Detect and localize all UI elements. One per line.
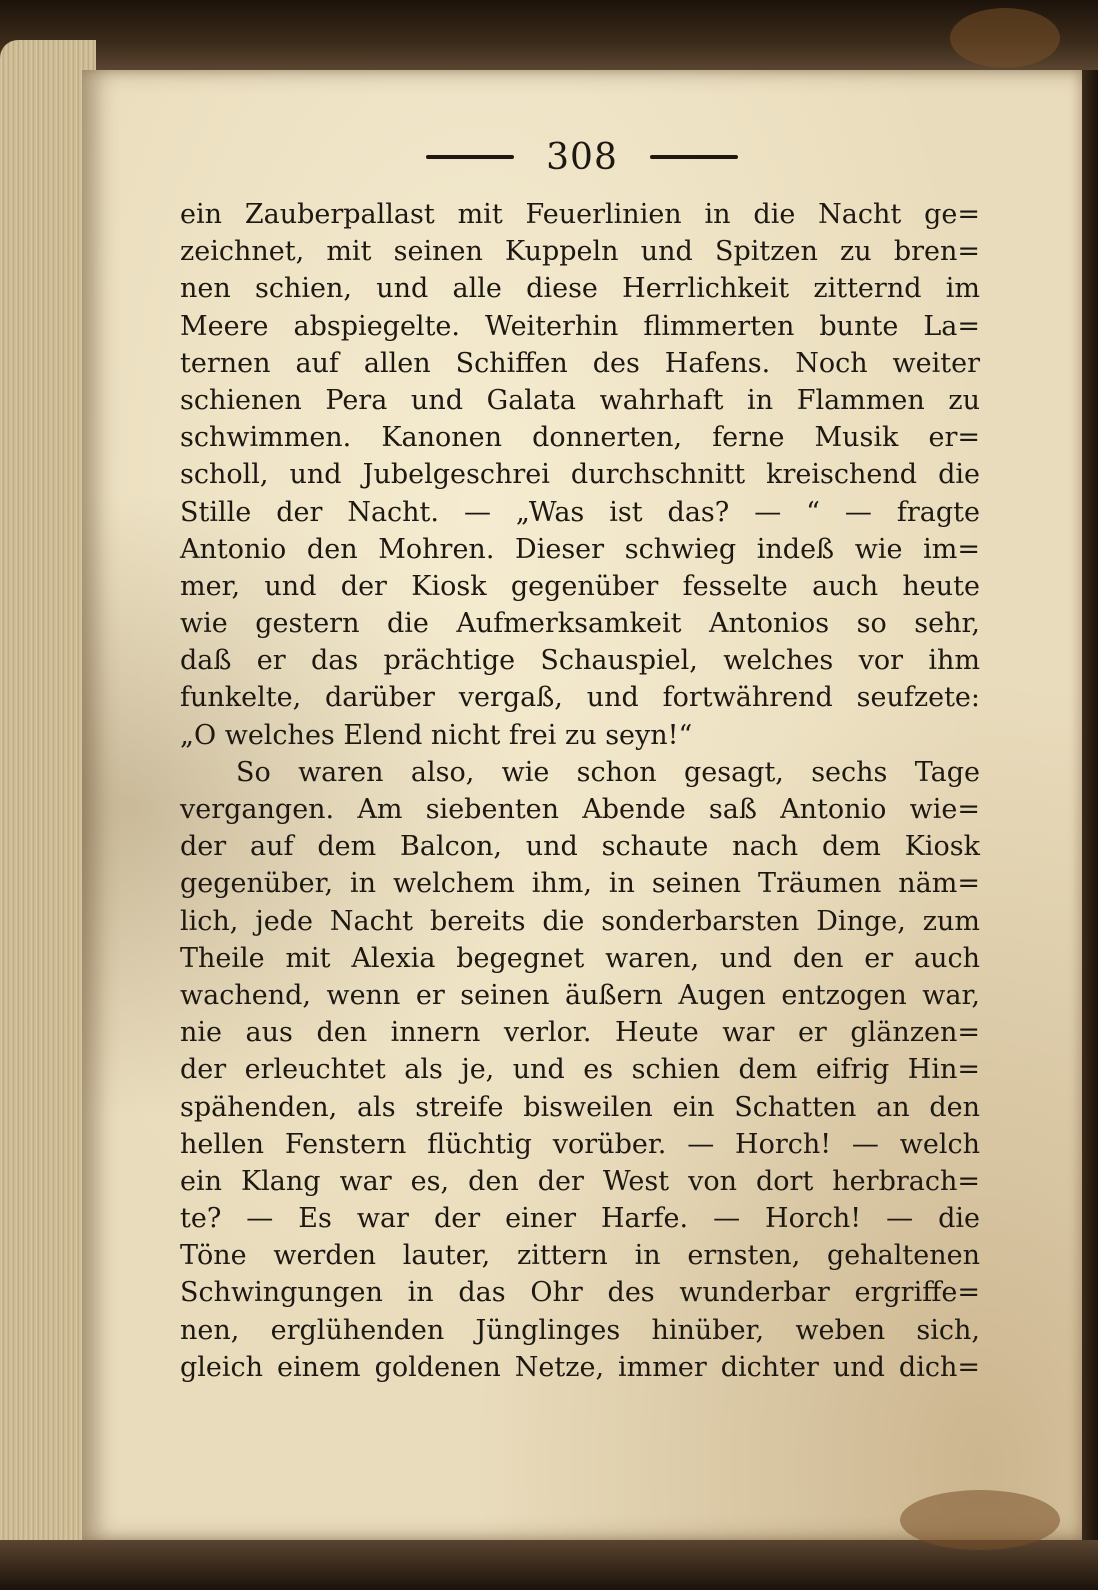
text-line: funkelte, darüber vergaß, und fortwährend seufzete: <box>180 682 980 714</box>
body-text <box>180 196 980 1386</box>
text-line: spähenden, als streife bisweilen ein Schatten an den <box>180 1091 980 1123</box>
text-line: zeichnet, mit seinen Kuppeln und Spitzen zu bren= <box>180 236 980 268</box>
text-line: gegenüber, in welchem ihm, in seinen Träumen näm= <box>180 868 980 900</box>
text-line: hellen Fenstern flüchtig vorüber. — Horch! — welch <box>180 1128 980 1160</box>
corner-stain <box>900 1490 1060 1550</box>
text-line: mer, und der Kiosk gegenüber fesselte auch heute <box>180 570 980 602</box>
text-line: te? — Es war der einer Harfe. — Horch! — die <box>180 1203 980 1235</box>
text-line: „O welches Elend nicht frei zu seyn!“ <box>180 719 693 751</box>
text-line: nie aus den innern verlor. Heute war er glänzen= <box>180 1017 980 1049</box>
text-line: lich, jede Nacht bereits die sonderbarsten Dinge, zum <box>180 905 980 937</box>
text-line: gleich einem goldenen Netze, immer dichter und dich= <box>180 1351 980 1383</box>
text-line: ternen auf allen Schiffen des Hafens. Noch weiter <box>180 347 980 379</box>
text-line: der auf dem Balcon, und schaute nach dem Kiosk <box>180 831 980 863</box>
book-cover-bottom <box>0 1540 1098 1590</box>
text-line: scholl, und Jubelgeschrei durchschnitt kreischend die <box>180 459 980 491</box>
text-line: Meere abspiegelte. Weiterhin flimmerten bunte La= <box>180 310 980 342</box>
text-line: So waren also, wie schon gesagt, sechs Tage <box>236 756 980 788</box>
book-cover-right <box>1082 70 1098 1590</box>
text-line: der erleuchtet als je, und es schien dem eifrig Hin= <box>180 1054 980 1086</box>
text-line: ein Klang war es, den der West von dort herbrach= <box>180 1165 980 1197</box>
text-line: schwimmen. Kanonen donnerten, ferne Musik er= <box>180 422 980 454</box>
corner-stain <box>950 8 1060 68</box>
book-cover-top <box>0 0 1098 70</box>
text-line: nen schien, und alle diese Herrlichkeit zitternd im <box>180 273 980 305</box>
text-line: Theile mit Alexia begegnet waren, und den er auch <box>180 942 980 974</box>
text-line: daß er das prächtige Schauspiel, welches vor ihm <box>180 645 980 677</box>
header-rule-left <box>426 155 514 159</box>
text-line: nen, erglühenden Jünglinges hinüber, weben sich, <box>180 1314 980 1346</box>
text-line: Schwingungen in das Ohr des wunderbar ergriffe= <box>180 1277 980 1309</box>
page-header <box>82 132 1082 182</box>
header-rule-right <box>650 155 738 159</box>
text-line: ein Zauberpallast mit Feuerlinien in die Nacht ge= <box>180 199 980 230</box>
text-line: Stille der Nacht. — „Was ist das? — “ — fragte <box>180 496 980 528</box>
page-number: 308 <box>546 136 618 178</box>
text-line: vergangen. Am siebenten Abende saß Antonio wie= <box>180 794 980 825</box>
text-line: schienen Pera und Galata wahrhaft in Flammen zu <box>180 384 980 416</box>
text-line: wie gestern die Aufmerksamkeit Antonios so sehr, <box>180 608 980 640</box>
text-line: Antonio den Mohren. Dieser schwieg indeß wie im= <box>180 533 980 565</box>
text-line: Töne werden lauter, zittern in ernsten, gehaltenen <box>180 1240 980 1272</box>
text-line: wachend, wenn er seinen äußern Augen entzogen war, <box>180 979 980 1011</box>
